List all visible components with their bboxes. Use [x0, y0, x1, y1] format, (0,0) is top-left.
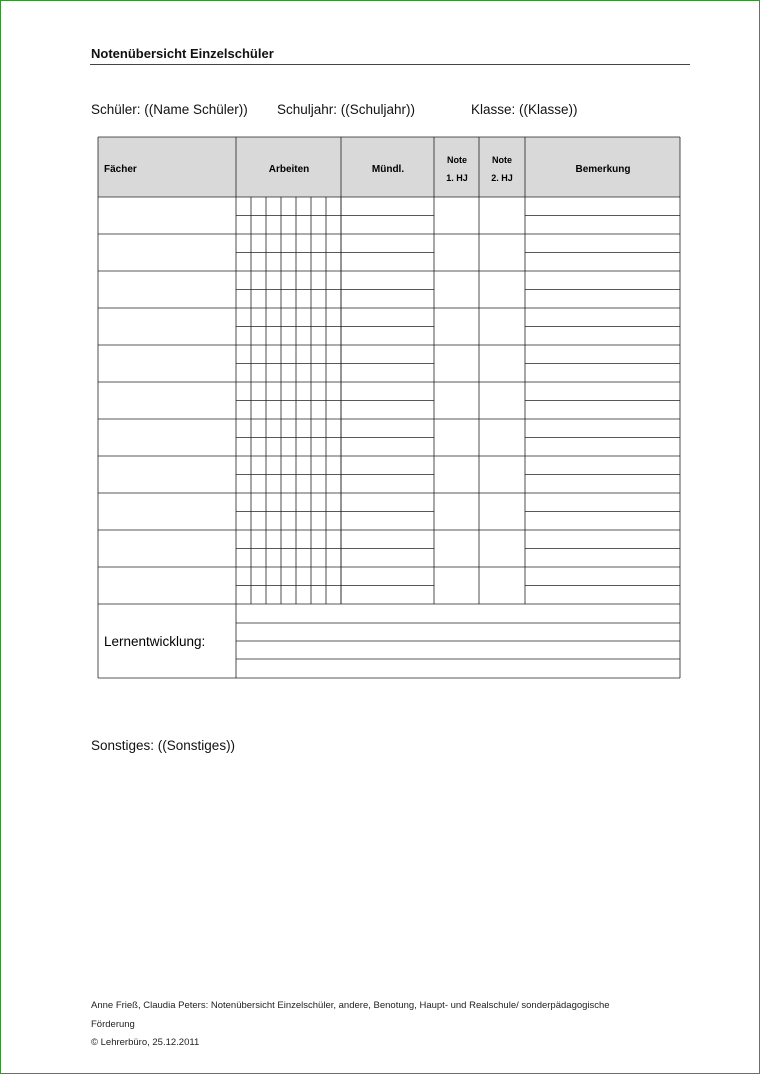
footer-credits: Anne Frieß, Claudia Peters: Notenübersicht Einzelschüler, andere, Benotung, Haupt- und Realschule/ sonderpädagogische: [91, 1000, 610, 1011]
header-exams: Arbeiten: [268, 164, 310, 175]
school-year-field: Schuljahr: ((Schuljahr)): [277, 102, 416, 117]
class-field: Klasse: ((Klasse)): [471, 102, 578, 117]
other-notes-field: Sonstiges: ((Sonstiges)): [91, 738, 236, 753]
header-oral: Mündl.: [371, 164, 405, 175]
document-title: Notenübersicht Einzelschüler: [91, 46, 274, 61]
header-grade1-line1: Note: [447, 155, 467, 165]
learning-development-label: Lernentwicklung:: [104, 634, 206, 649]
student-name-field: Schüler: ((Name Schüler)): [91, 102, 248, 117]
header-subjects: Fächer: [104, 164, 137, 175]
header-grade2-line2: 2. HJ: [491, 173, 513, 183]
header-grade1-line2: 1. HJ: [446, 173, 468, 183]
header-grade2-line1: Note: [492, 155, 512, 165]
footer-credits-continued: Förderung: [91, 1019, 135, 1030]
header-remark: Bemerkung: [575, 164, 631, 175]
table-grid: [98, 137, 680, 678]
footer-copyright: © Lehrerbüro, 25.12.2011: [91, 1037, 200, 1048]
